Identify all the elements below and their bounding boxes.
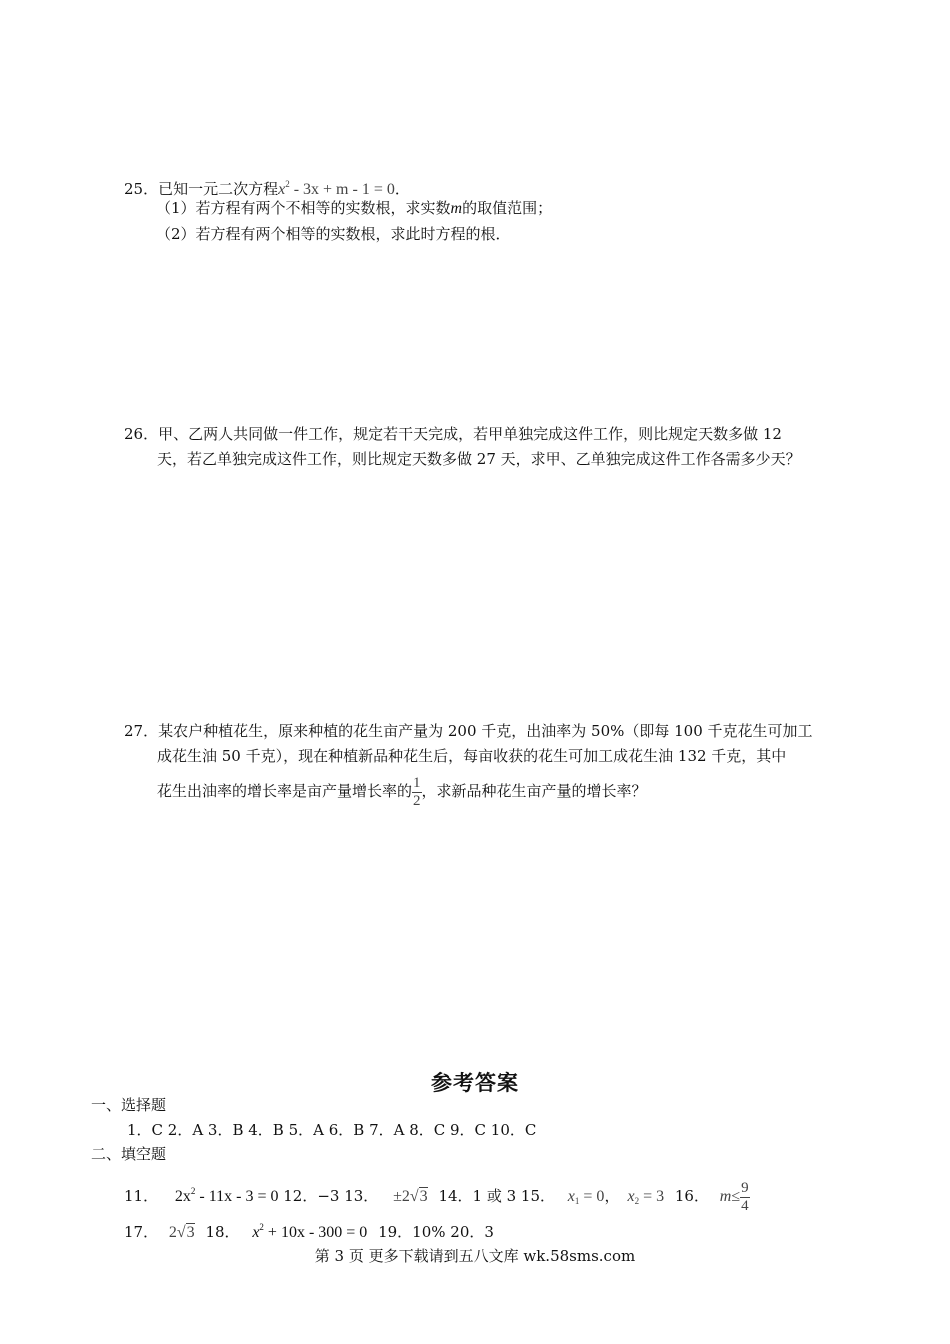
question-25-part-2: （2）若方程有两个相等的实数根，求此时方程的根． bbox=[156, 225, 511, 243]
section-choice-heading: 一、选择题 bbox=[91, 1096, 167, 1114]
question-26-line-2: 天，若乙单独完成这件工作，则比规定天数多做 27 天，求甲、乙单独完成这件工作各需多少天？ bbox=[157, 450, 801, 468]
fill-answers-row-1: 11． $2x^2 - 11x - 3 = 0$ 12．−3 13． ±2√3 14．1 或 3 15． $x_1 = 0$， $x_2 = 3$ 16． m≤ $\frac{9}{4}$ bbox=[124, 1179, 749, 1214]
fraction-one-half: $\frac{1}{2}$ bbox=[413, 774, 421, 809]
fraction-nine-fourths: $\frac{9}{4}$ bbox=[741, 1179, 749, 1214]
answer-15-x2: $x_2 = 3$ bbox=[627, 1188, 665, 1206]
answers-title: 参考答案 bbox=[431, 1070, 519, 1095]
answer-13: ±2√3 bbox=[393, 1188, 428, 1205]
section-fill-heading: 二、填空题 bbox=[91, 1145, 167, 1163]
page-footer: 第 3 页 更多下载请到五八文库 wk.58sms.com bbox=[314, 1247, 636, 1265]
question-27-line-2: 成花生油 50 千克），现在种植新品种花生后，每亩收获的花生可加工成花生油 132 千克，其中 bbox=[157, 747, 787, 765]
answer-16: m≤ $\frac{9}{4}$ bbox=[719, 1179, 749, 1214]
answer-17: 2√3 bbox=[168, 1224, 195, 1241]
answer-15-x1: $x_1 = 0$ bbox=[567, 1188, 605, 1206]
answer-18-equation: $x^2 + 10x - 300 = 0$ bbox=[252, 1222, 368, 1241]
question-25-part-1: （1）若方程有两个不相等的实数根，求实数m的取值范围； bbox=[156, 199, 553, 217]
question-27-line-3: 花生出油率的增长率是亩产量增长率的 $\frac{1}{2}$ ，求新品种花生亩产量的增长率？ bbox=[157, 774, 647, 809]
fill-answers-row-2: 17． 2√3 18． $x^2 + 10x - 300 = 0$ 19．10% 20．3 bbox=[124, 1222, 494, 1241]
question-27-line-1: 27．某农户种植花生，原来种植的花生亩产量为 200 千克，出油率为 50%（即每 100 千克花生可加工 bbox=[124, 722, 813, 740]
choice-answers: 1．C 2．A 3．B 4．B 5．A 6．B 7．A 8．C 9．C 10．C bbox=[127, 1121, 537, 1139]
question-26-line-1: 26．甲、乙两人共同做一件工作，规定若干天完成，若甲单独完成这件工作，则比规定天数多做 12 bbox=[124, 425, 782, 443]
question-25: 25．已知一元二次方程$x^2 - 3x + m - 1 = 0$． bbox=[124, 179, 410, 198]
question-25-equation: $x^2 - 3x + m - 1 = 0$ bbox=[278, 179, 395, 198]
answer-11-equation: $2x^2 - 11x - 3 = 0$ bbox=[174, 1186, 279, 1205]
question-25-stem: 25．已知一元二次方程 bbox=[124, 180, 279, 198]
